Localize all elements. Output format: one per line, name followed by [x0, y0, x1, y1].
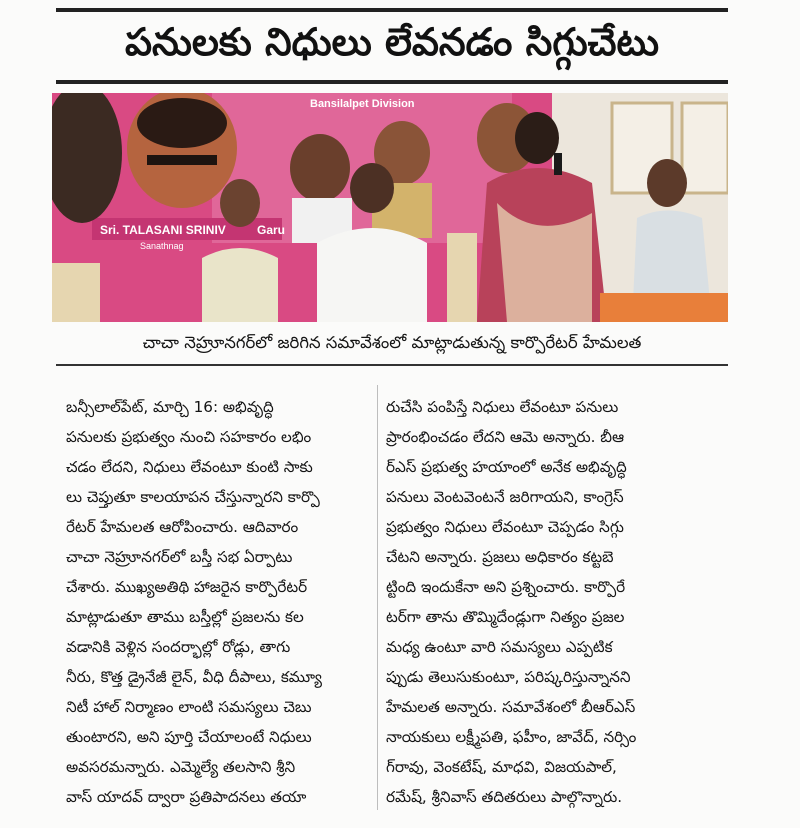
caption-rule [56, 364, 728, 366]
news-photo [52, 93, 728, 322]
article-line: చేటని అన్నారు. ప్రజలు అధికారం కట్టబె [386, 548, 614, 566]
article-line: తుంటారని, అని పూర్తి చేయాలంటే నిధులు [66, 728, 312, 746]
article-line: ర్ఎస్ ప్రభుత్వ హయాంలో అనేక అభివృద్ధి [386, 458, 627, 476]
banner-name-text: Sri. TALASANI SRINIV [100, 223, 226, 237]
article-line: నిటీ హాల్ నిర్మాణం లాంటి సమస్యలు చెబు [66, 698, 312, 716]
photo-caption: చాచా నెహ్రూనగర్‌లో జరిగిన సమావేశంలో మాట్లాడుతున్న కార్పొరేటర్ హేమలత [142, 332, 642, 352]
article-column-right [386, 392, 726, 812]
headline-top-rule [56, 8, 728, 12]
banner-constituency-text: Sanathnag [140, 241, 184, 251]
article-line: రుచేసి పంపిస్తే నిధులు లేవంటూ పనులు [386, 398, 619, 416]
article-line: గ్‌రావు, వెంకటేష్, మాధవి, విజయపాల్, [386, 758, 617, 776]
headline: పనులకు నిధులు లేవనడం సిగ్గుచేటు [125, 20, 659, 64]
article-line: చాచా నెహ్రూనగర్‌లో బస్తీ సభ ఏర్పాటు [66, 548, 293, 566]
banner-division-text: Bansilalpet Division [310, 98, 415, 110]
article-line: అవసరమన్నారు. ఎమ్మెల్యే తలసాని శ్రీని [66, 758, 296, 776]
article-line: ప్పుడు తెలుసుకుంటూ, పరిష్కరిస్తున్నానని [386, 668, 631, 686]
article-line: మాట్లాడుతూ తాము బస్తీల్లో ప్రజలను కల [66, 608, 304, 626]
article-line: చడం లేదని, నిధులు లేవంటూ కుంటి సాకు [66, 458, 313, 476]
article-line: మధ్య ఉంటూ వారి సమస్యలు ఎప్పటిక [386, 638, 613, 656]
article-line: లు చెప్తుతూ కాలయాపన చేస్తున్నారని కార్పొ [66, 488, 320, 506]
article-line: హేమలత అన్నారు. సమావేశంలో బీఆర్ఎస్ [386, 698, 636, 716]
headline-bottom-rule [56, 80, 728, 84]
article-line: ట్టింది ఇందుకేనా అని ప్రశ్నించారు. కార్పొరే [386, 578, 626, 596]
article-line: వాస్ యాదవ్ ద్వారా ప్రతిపాదనలు తయా [66, 788, 307, 806]
article-line: నీరు, కొత్త డ్రైనేజీ లైన్, వీధి దీపాలు, కమ్యూ [66, 668, 322, 686]
banner-name-suffix: Garu [257, 223, 286, 237]
article-line: పనులు వెంటవెంటనే జరిగాయని, కాంగ్రెస్ [386, 488, 624, 506]
article-line: టర్‌గా తాను తొమ్మిదేండ్లుగా నిత్యం ప్రజల [386, 608, 625, 626]
article-line: చేశారు. ముఖ్యఅతిథి హాజరైన కార్పొరేటర్ [66, 578, 308, 596]
article-line: బన్సీలాల్‌పేట్, మార్చి 16: అభివృద్ధి [66, 398, 274, 416]
article-column-left [66, 392, 374, 812]
column-divider [377, 385, 378, 810]
article-line: రేటర్ హేమలత ఆరోపించారు. ఆదివారం [66, 518, 299, 536]
article-line: రమేష్, శ్రీనివాస్ తదితరులు పాల్గొన్నారు. [386, 788, 623, 806]
article-line: ప్రారంభించడం లేదని ఆమె అన్నారు. బీఆ [386, 428, 625, 446]
article-line: పనులకు ప్రభుత్వం నుంచి సహకారం లభిం [66, 428, 312, 446]
article-line: ప్రభుత్వం నిధులు లేవంటూ చెప్పడం సిగ్గు [386, 518, 624, 536]
article-line: నాయకులు లక్ష్మీపతి, ఫహీం, జావేద్, నర్సిం [386, 728, 637, 746]
article-line: వడానికి వెళ్లిన సందర్భాల్లో రోడ్లు, తాగు [66, 638, 291, 656]
